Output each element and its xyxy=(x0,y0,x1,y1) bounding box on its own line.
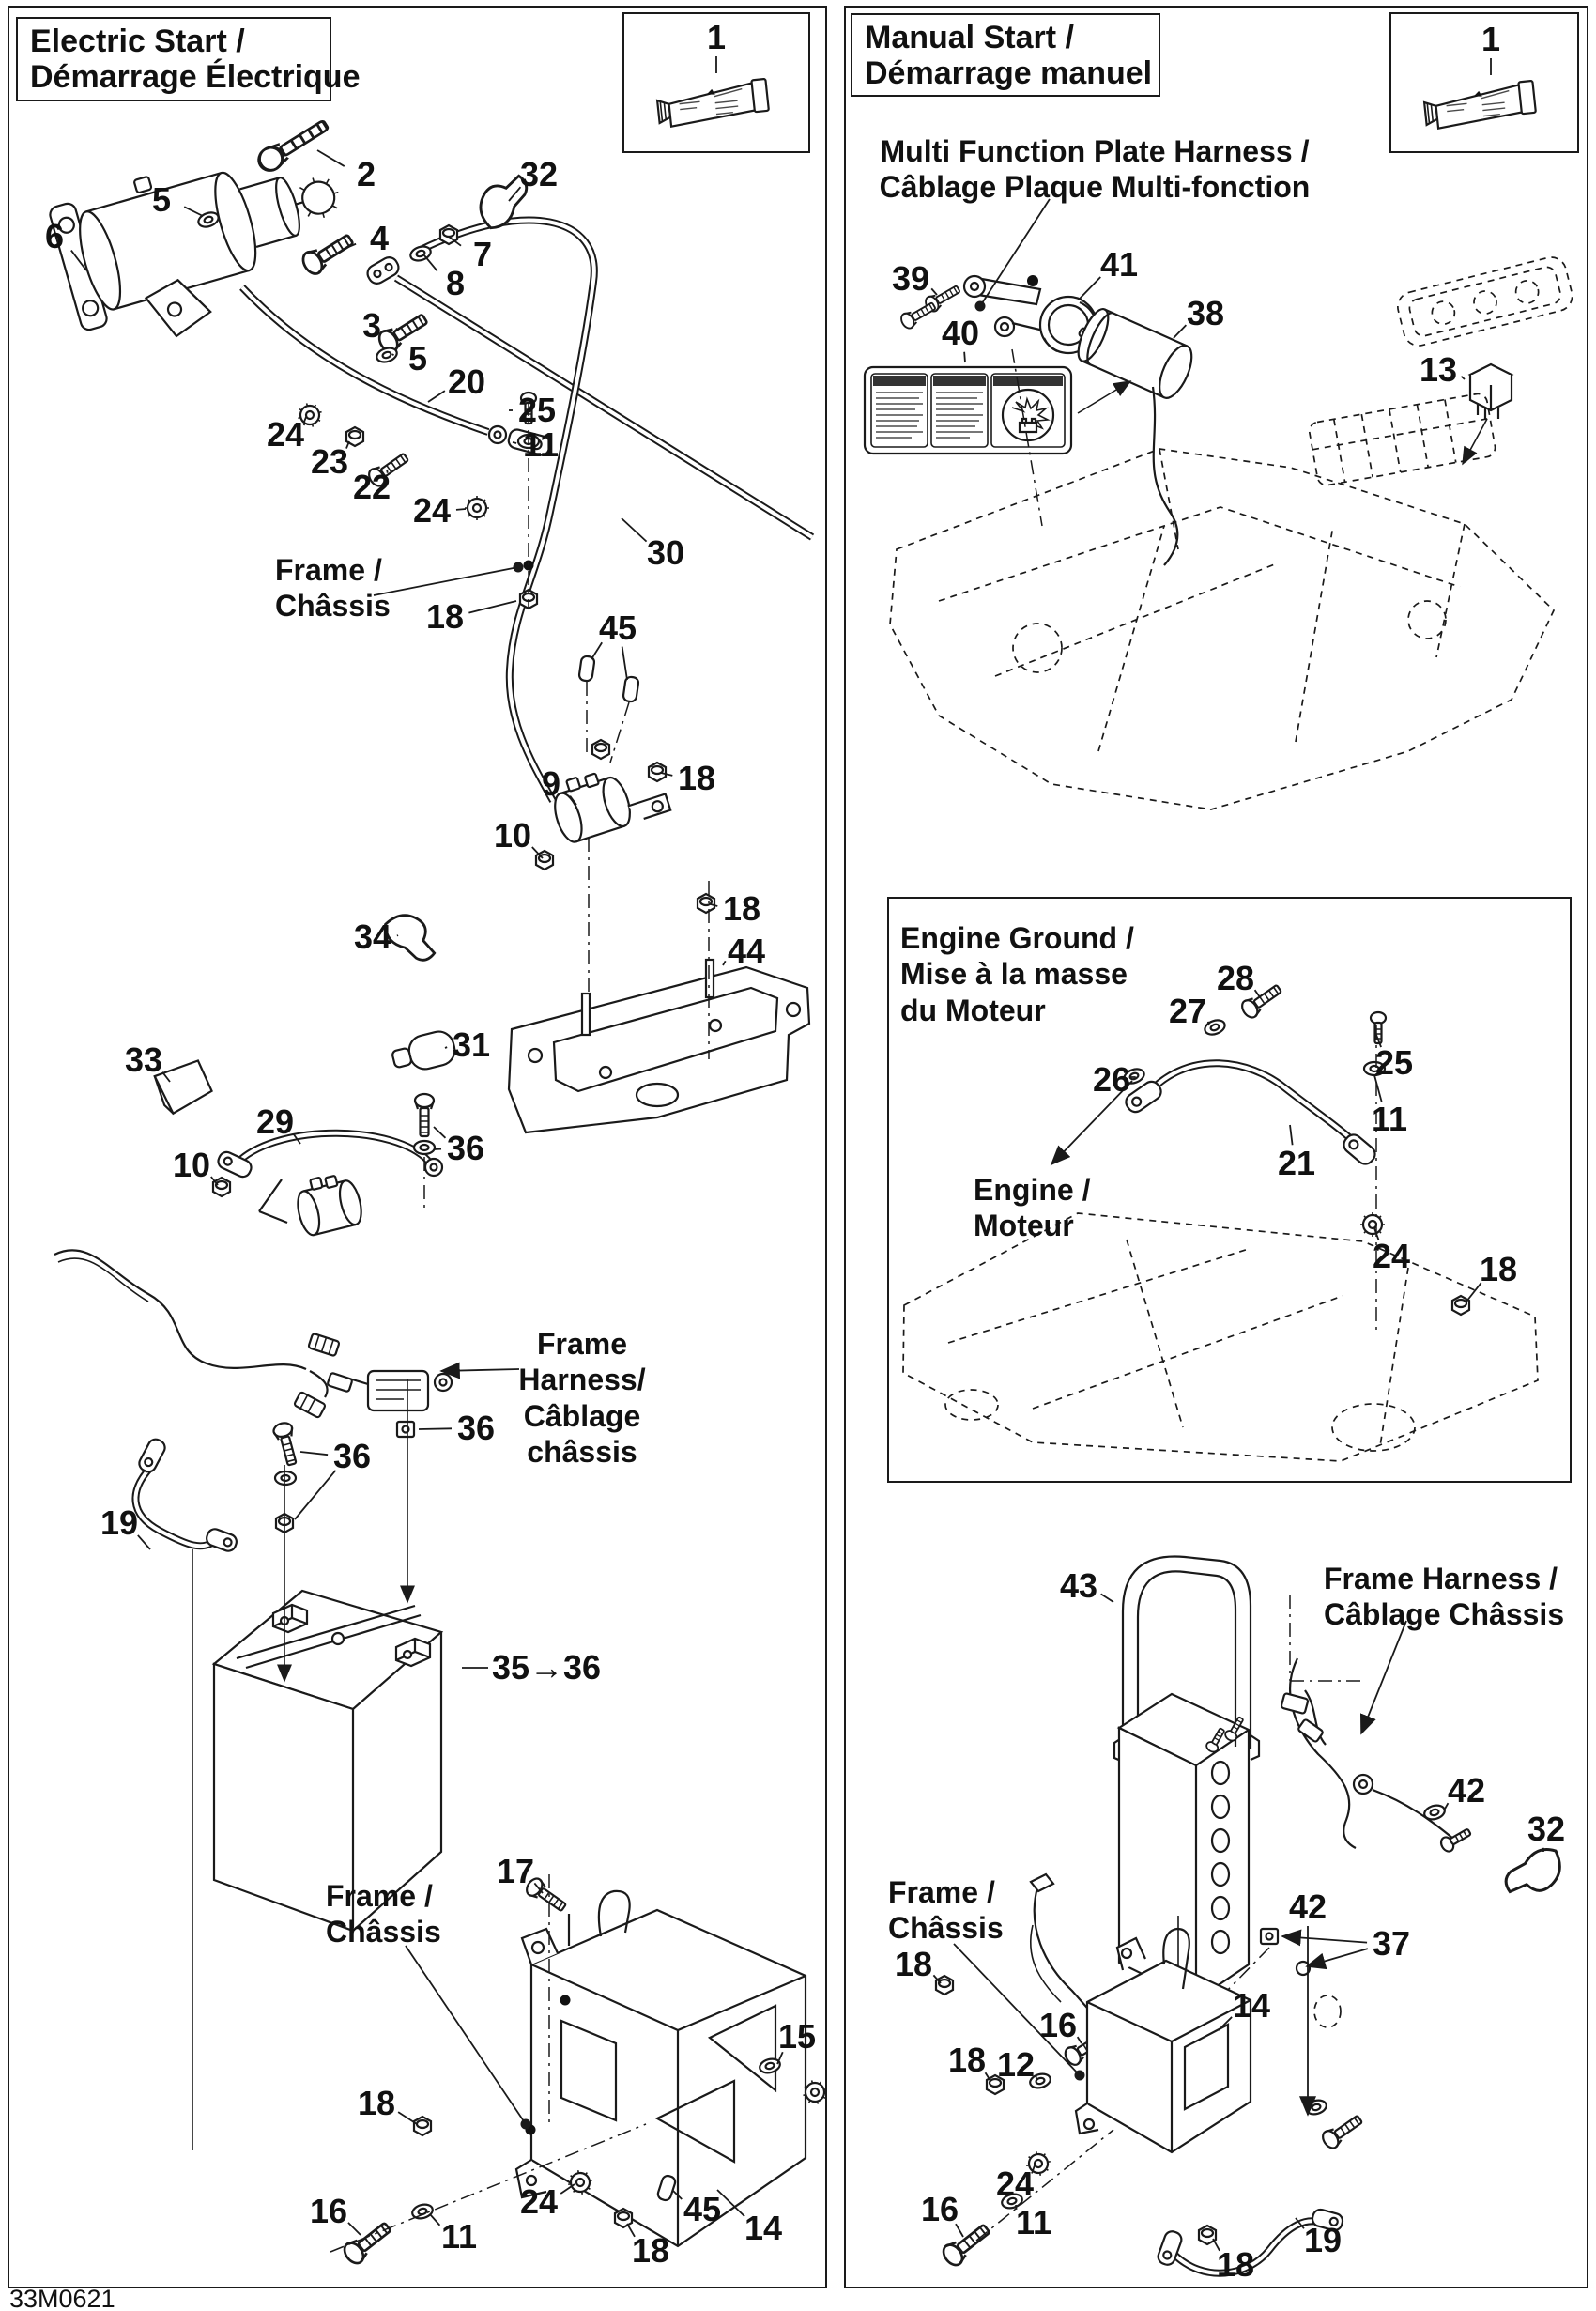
leader-line xyxy=(622,518,647,542)
leader-dot xyxy=(975,301,986,312)
leader-line xyxy=(71,251,86,270)
leader-line xyxy=(717,2190,744,2216)
part-callout-26: 26 xyxy=(1092,1060,1131,1099)
part-callout-8: 8 xyxy=(445,264,466,302)
note-multi-function xyxy=(880,133,1311,206)
part-callout-24: 24 xyxy=(1372,1237,1411,1275)
leader-dot xyxy=(514,562,524,573)
part-callout-5: 5 xyxy=(151,180,172,219)
leader-line xyxy=(534,1883,543,1893)
note-line: Châssis xyxy=(888,1911,1004,1946)
note-line: Multi Function Plate Harness / xyxy=(880,134,1310,168)
leader-line xyxy=(419,1428,452,1429)
part-callout-45: 45 xyxy=(683,2190,722,2228)
note-line: Câblage xyxy=(523,1398,641,1433)
leader-line xyxy=(162,1072,170,1082)
note-line: Engine / xyxy=(974,1173,1091,1207)
part-callout-42: 42 xyxy=(1447,1771,1486,1810)
title-line: Manual Start / xyxy=(865,20,1074,55)
part-callout-24: 24 xyxy=(519,2182,559,2221)
leader-dot xyxy=(1075,2071,1085,2081)
part-callout-25: 25 xyxy=(1374,1043,1414,1082)
part-callout-10: 10 xyxy=(172,1146,211,1184)
leader-line xyxy=(348,2223,361,2235)
leader-line xyxy=(211,1177,218,1185)
leader-line xyxy=(1361,1621,1406,1733)
leader-line xyxy=(1174,325,1186,338)
part-callout-19: 19 xyxy=(100,1503,139,1542)
part-callout-39: 39 xyxy=(891,259,930,298)
leader-line xyxy=(392,354,393,355)
leader-line xyxy=(931,288,937,295)
part-callout-19: 19 xyxy=(1303,2221,1343,2259)
part-callout-3: 3 xyxy=(361,306,382,345)
note-line: du Moteur xyxy=(900,993,1046,1027)
leader-line xyxy=(138,1535,150,1549)
note-engine-moteur xyxy=(974,1172,1090,1244)
leader-line xyxy=(964,352,965,362)
note-line: Moteur xyxy=(974,1209,1074,1243)
note-line: Châssis xyxy=(326,1915,441,1949)
leader-line xyxy=(622,647,627,680)
leader-line xyxy=(933,1975,941,1983)
part-callout-18: 18 xyxy=(722,889,761,928)
leader-line xyxy=(397,935,398,936)
part-callout-18: 18 xyxy=(631,2231,670,2270)
part-callout-18: 18 xyxy=(425,597,465,636)
part-callout-37: 37 xyxy=(1372,1924,1411,1963)
note-line: Frame xyxy=(536,1327,628,1361)
leader-line xyxy=(1219,2017,1232,2030)
part-callout-25: 25 xyxy=(517,391,557,429)
leader-line xyxy=(1101,1594,1113,1602)
leader-line xyxy=(1255,990,1260,997)
part-callout-24: 24 xyxy=(266,415,305,454)
part-callout-14: 14 xyxy=(744,2209,783,2247)
note-line: Harness/ xyxy=(518,1363,646,1397)
leader-line xyxy=(456,509,466,510)
leader-line xyxy=(980,199,1050,306)
part-callout-32: 32 xyxy=(519,155,559,193)
part-callout-4: 4 xyxy=(369,219,390,257)
leader-line xyxy=(398,2112,417,2124)
part-callout-20: 20 xyxy=(447,362,486,401)
leader-line xyxy=(711,904,717,906)
part-callout-1: 1 xyxy=(706,18,727,56)
part-callout-35→36: 35→36 xyxy=(491,1648,602,1687)
part-callout-36: 36 xyxy=(332,1437,372,1475)
note-frame-chassis-1 xyxy=(275,552,391,624)
leader-line xyxy=(374,567,518,595)
note-line: Frame / xyxy=(326,1879,433,1913)
part-callout-28: 28 xyxy=(1216,959,1255,997)
part-callout-18: 18 xyxy=(894,1945,933,1983)
part-callout-16: 16 xyxy=(920,2190,959,2228)
leader-line xyxy=(672,2190,682,2199)
part-callout-17: 17 xyxy=(496,1852,535,1890)
part-callout-9: 9 xyxy=(541,764,561,803)
note-frame-chassis-3 xyxy=(888,1874,1004,1947)
part-callout-2: 2 xyxy=(356,155,376,193)
part-callout-24: 24 xyxy=(995,2165,1035,2203)
leader-line xyxy=(428,391,445,402)
part-callout-23: 23 xyxy=(310,442,349,481)
title-line: Démarrage manuel xyxy=(865,55,1153,92)
part-callout-41: 41 xyxy=(1099,245,1139,284)
part-callout-44: 44 xyxy=(727,932,766,970)
part-callout-40: 40 xyxy=(941,314,980,352)
leader-line xyxy=(570,796,576,805)
leader-line xyxy=(342,244,356,250)
leader-line xyxy=(1208,1022,1209,1025)
leader-line xyxy=(1282,1936,1367,1943)
note-line: châssis xyxy=(527,1435,637,1470)
part-callout-18: 18 xyxy=(1216,2245,1255,2284)
title-line: Electric Start / xyxy=(30,23,245,59)
part-callout-11: 11 xyxy=(1015,2203,1052,2242)
leader-line xyxy=(986,2072,990,2081)
part-callout-38: 38 xyxy=(1186,294,1225,332)
part-callout-36: 36 xyxy=(446,1129,485,1167)
part-callout-14: 14 xyxy=(1232,1986,1271,2025)
title-line: Démarrage Électrique xyxy=(30,59,361,96)
leader-dot xyxy=(521,2119,531,2130)
part-callout-18: 18 xyxy=(357,2084,396,2122)
part-callout-12: 12 xyxy=(996,2045,1036,2084)
note-frame-harness-right xyxy=(1324,1561,1564,1633)
part-callout-29: 29 xyxy=(255,1102,295,1141)
leader-line xyxy=(294,1134,300,1144)
part-callout-7: 7 xyxy=(472,235,493,273)
part-callout-1: 1 xyxy=(1481,20,1501,58)
leader-line xyxy=(1290,1125,1293,1145)
note-line: Frame Harness / xyxy=(1324,1562,1558,1595)
part-callout-31: 31 xyxy=(452,1025,491,1064)
leader-line xyxy=(560,2184,575,2194)
leader-line xyxy=(532,847,543,858)
note-frame-chassis-2 xyxy=(326,1878,441,1950)
leader-line xyxy=(424,255,437,271)
part-callout-32: 32 xyxy=(1527,1810,1566,1848)
note-line: Câblage Châssis xyxy=(1324,1597,1565,1632)
part-callout-45: 45 xyxy=(598,609,637,647)
part-callout-16: 16 xyxy=(1038,2006,1078,2044)
part-callout-21: 21 xyxy=(1277,1144,1316,1182)
note-line: Châssis xyxy=(275,589,391,624)
note-frame-harness-left xyxy=(518,1326,645,1471)
note-line: Câblage Plaque Multi-fonction xyxy=(879,170,1311,205)
note-line: Frame / xyxy=(275,553,382,587)
leader-line xyxy=(406,1946,526,2124)
leader-line xyxy=(434,1127,445,1138)
leader-line xyxy=(468,601,516,613)
part-callout-42: 42 xyxy=(1288,1887,1327,1926)
note-line: Engine Ground / xyxy=(900,921,1134,955)
part-callout-11: 11 xyxy=(1371,1100,1408,1138)
part-callout-15: 15 xyxy=(777,2017,817,2056)
leader-line xyxy=(509,187,520,201)
part-callout-16: 16 xyxy=(309,2192,348,2230)
leader-line xyxy=(1461,377,1465,379)
part-callout-11: 11 xyxy=(440,2217,478,2256)
part-callout-22: 22 xyxy=(352,468,391,506)
part-callout-10: 10 xyxy=(493,816,532,855)
leader-line xyxy=(184,207,203,216)
part-callout-6: 6 xyxy=(44,217,65,255)
leader-line xyxy=(295,1471,335,1519)
part-callout-34: 34 xyxy=(353,917,392,956)
note-engine-ground-title xyxy=(900,920,1134,1028)
part-callout-30: 30 xyxy=(646,533,685,572)
part-callout-18: 18 xyxy=(947,2041,987,2079)
leader-line xyxy=(513,442,516,443)
leader-line xyxy=(396,329,398,330)
leader-line xyxy=(430,2214,439,2226)
note-line: Mise à la masse xyxy=(900,957,1128,992)
leader-line xyxy=(441,1369,519,1371)
part-callout-18: 18 xyxy=(677,759,716,797)
part-callout-13: 13 xyxy=(1419,350,1458,389)
part-callout-27: 27 xyxy=(1168,992,1207,1030)
leader-line xyxy=(1307,1949,1368,1966)
leader-line xyxy=(661,773,672,776)
figure-code: 33M0621 xyxy=(9,2285,115,2311)
leader-line xyxy=(449,237,461,246)
part-callout-36: 36 xyxy=(456,1409,496,1447)
leader-line xyxy=(1296,2218,1304,2228)
note-line: Frame / xyxy=(888,1875,995,1909)
part-callout-24: 24 xyxy=(412,491,452,530)
part-callout-43: 43 xyxy=(1059,1566,1098,1605)
part-callout-5: 5 xyxy=(407,339,428,377)
leader-line xyxy=(300,1452,328,1455)
leader-line xyxy=(317,150,345,166)
leader-line xyxy=(723,961,726,965)
part-callout-18: 18 xyxy=(1479,1250,1518,1288)
leader-line xyxy=(1078,2037,1082,2043)
part-callout-11: 11 xyxy=(522,425,560,464)
part-callout-33: 33 xyxy=(124,1040,163,1079)
leader-line xyxy=(445,1047,447,1048)
leader-line xyxy=(1080,277,1100,299)
